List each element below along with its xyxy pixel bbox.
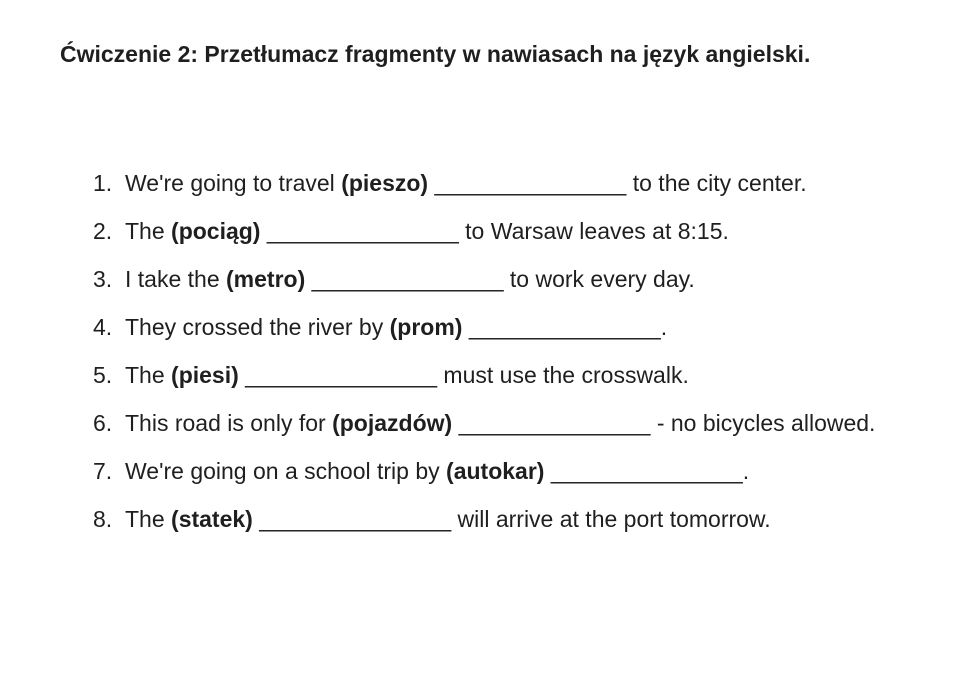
answer-blank: _______________ bbox=[245, 362, 438, 388]
polish-hint: (autokar) bbox=[446, 458, 545, 484]
exercise-title: Ćwiczenie 2: Przetłumacz fragmenty w nawiasach na język angielski. bbox=[60, 41, 811, 67]
polish-hint: (piesi) bbox=[171, 362, 239, 388]
item-number: 2. bbox=[93, 218, 113, 244]
exercise-item-1 bbox=[93, 166, 893, 200]
polish-hint: (pociąg) bbox=[171, 218, 261, 244]
answer-blank: _______________ bbox=[458, 410, 651, 436]
answer-blank: _______________ bbox=[550, 458, 743, 484]
item-sentence bbox=[125, 454, 885, 488]
exercise-item-5 bbox=[93, 358, 893, 392]
item-number: 7. bbox=[93, 458, 113, 484]
item-number: 6. bbox=[93, 410, 113, 436]
sentence-after: must use the crosswalk. bbox=[437, 362, 689, 388]
exercise-item-7 bbox=[93, 454, 893, 488]
item-sentence bbox=[125, 214, 885, 248]
item-number: 4. bbox=[93, 314, 113, 340]
polish-hint: (pieszo) bbox=[341, 170, 429, 196]
answer-blank: _______________ bbox=[434, 170, 627, 196]
item-sentence bbox=[125, 406, 885, 440]
answer-blank: _______________ bbox=[468, 314, 661, 340]
item-number: 5. bbox=[93, 362, 113, 388]
sentence-before: We're going to travel bbox=[125, 170, 342, 196]
item-sentence bbox=[125, 310, 885, 344]
answer-blank: _______________ bbox=[266, 218, 459, 244]
item-sentence bbox=[125, 166, 885, 200]
sentence-after: will arrive at the port tomorrow. bbox=[451, 506, 771, 532]
polish-hint: (prom) bbox=[389, 314, 463, 340]
sentence-after: . bbox=[742, 458, 750, 484]
exercise-item-4 bbox=[93, 310, 893, 344]
sentence-after: to work every day. bbox=[503, 266, 695, 292]
sentence-before: We're going on a school trip by bbox=[125, 458, 447, 484]
polish-hint: (pojazdów) bbox=[332, 410, 453, 436]
sentence-before: The bbox=[125, 218, 172, 244]
sentence-after: to Warsaw leaves at 8:15. bbox=[458, 218, 729, 244]
sentence-before: I take the bbox=[125, 266, 227, 292]
item-number: 8. bbox=[93, 506, 113, 532]
exercise-item-8 bbox=[93, 502, 893, 536]
exercise-item-6 bbox=[93, 406, 893, 440]
item-number: 1. bbox=[93, 170, 113, 196]
sentence-after: . bbox=[660, 314, 668, 340]
exercise-item-2 bbox=[93, 214, 893, 248]
item-sentence bbox=[125, 262, 885, 296]
sentence-after: - no bicycles allowed. bbox=[650, 410, 876, 436]
sentence-before: They crossed the river by bbox=[125, 314, 390, 340]
answer-blank: _______________ bbox=[311, 266, 504, 292]
polish-hint: (metro) bbox=[226, 266, 306, 292]
answer-blank: _______________ bbox=[259, 506, 452, 532]
exercise-item-3 bbox=[93, 262, 893, 296]
item-sentence bbox=[125, 502, 885, 536]
sentence-before: The bbox=[125, 506, 172, 532]
polish-hint: (statek) bbox=[171, 506, 253, 532]
sentence-after: to the city center. bbox=[626, 170, 807, 196]
sentence-before: The bbox=[125, 362, 172, 388]
sentence-before: This road is only for bbox=[125, 410, 333, 436]
item-sentence bbox=[125, 358, 885, 392]
item-number: 3. bbox=[93, 266, 113, 292]
exercise-list bbox=[93, 166, 893, 550]
